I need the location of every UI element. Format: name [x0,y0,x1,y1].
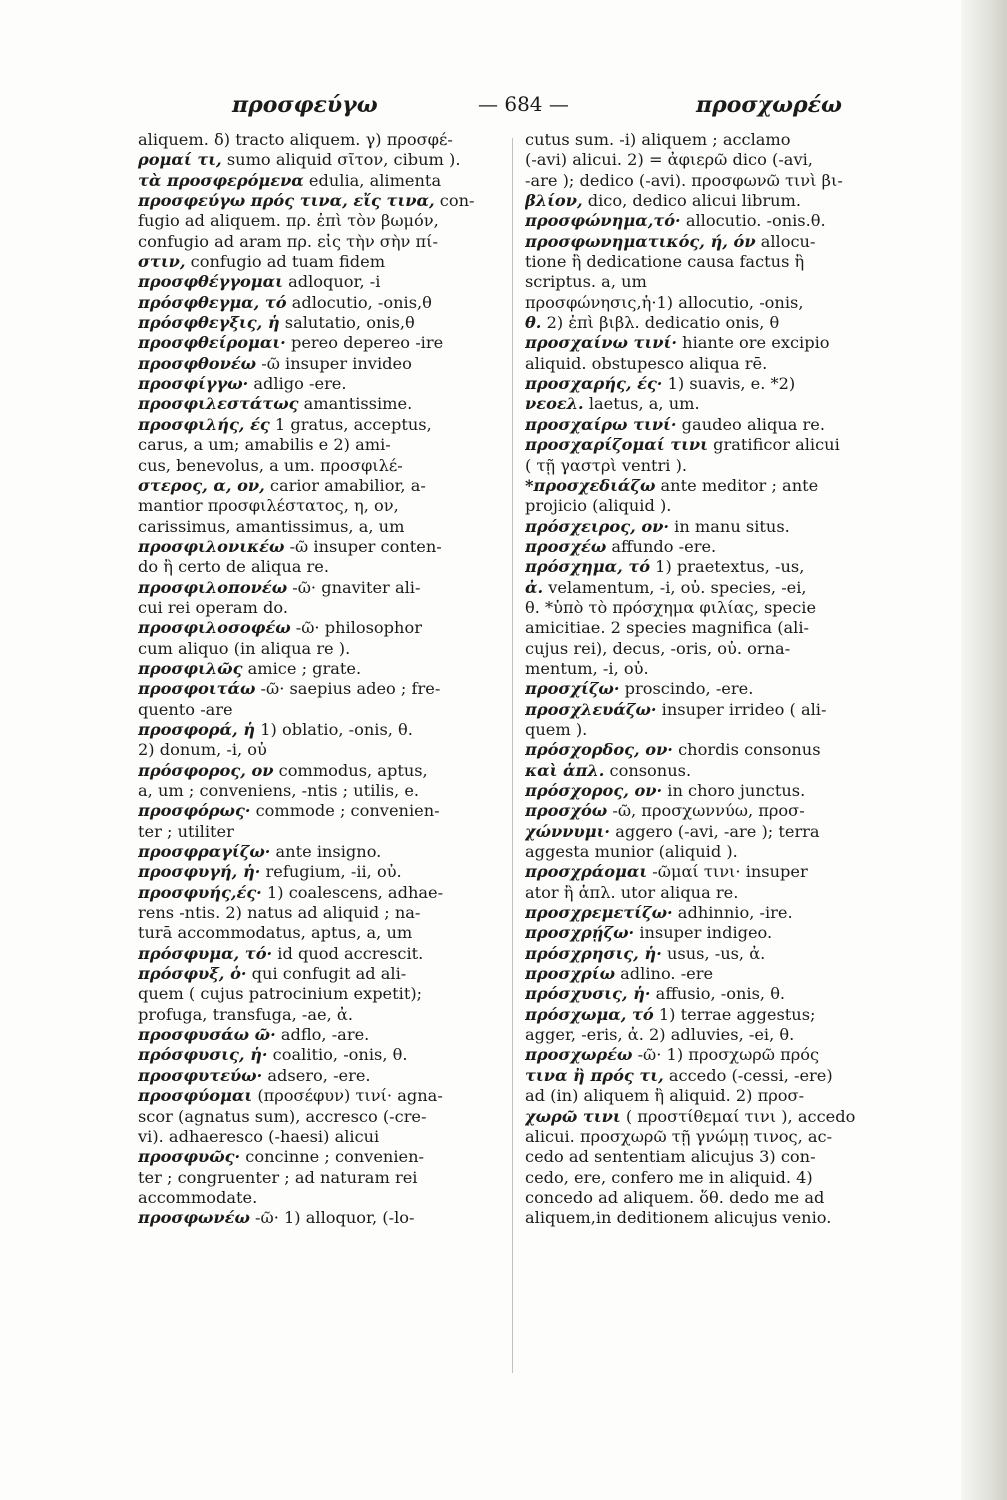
page-edge-shadow [961,0,1007,1500]
definition-text: -ῶ· saepius adeo ; fre- [255,679,441,699]
headword: καὶ ἁπλ. [525,760,605,780]
left-column-line: quento -are [138,699,233,719]
right-column-line [525,394,895,414]
definition-text: in choro junctus. [662,781,806,800]
right-column-line: aliquem,in deditionem alicujus venio. [525,1208,832,1228]
headword: πρόσχημα, τό [525,557,651,577]
headword: προσχίζω· [525,679,620,699]
headword: προσφιλεστάτως [138,394,299,414]
definition-text: adloquor, -i [282,272,381,292]
right-column-line: cedo, ere, confero me in aliquid. 4) [525,1167,813,1187]
definition-text: coalitio, -onis, θ. [267,1045,408,1065]
definition-text: ante insigno. [270,842,382,862]
definition-text: 1 gratus, acceptus, [269,414,432,434]
headword: προσφορά, ἡ [138,719,256,739]
definition-text: adlocutio, -onis,θ [286,292,432,312]
right-column-line [525,964,895,984]
left-column-line: a, um ; conveniens, -ntis ; utilis, e. [138,781,420,800]
right-column [525,130,895,1229]
definition-text: -ῶ· gnaviter ali- [287,577,421,597]
right-column-line: ator ἢ ἁπλ. utor aliqua re. [525,882,739,902]
headword: προσφιλονικέω [138,536,285,556]
definition-text: adligo -ere. [248,374,347,394]
headword: πρόσφυξ, ὁ· [138,964,247,984]
left-column-line [138,1086,504,1106]
headword: θ. [525,313,542,333]
headword: προσχαίνω τινί· [525,333,677,353]
headword: πρόσχωμα, τό [525,1004,654,1024]
definition-text: proscindo, -ere. [619,679,754,699]
definition-text: gratificor alicui [708,435,840,455]
left-column-line: do ἢ certo de aliqua re. [138,557,330,577]
left-column-line [138,1147,504,1167]
definition-text: refugium, -ii, οὐ. [260,862,402,882]
definition-text: in manu situs. [669,516,790,536]
page-number: — 684 — [478,92,569,116]
left-column-line: cus, benevolus, a um. προσφιλέ- [138,455,403,475]
headword: προσχόω [525,801,608,821]
headword: προσφθείρομαι· [138,333,286,353]
right-column-line [525,1107,895,1127]
definition-text: affusio, -onis, θ. [650,984,786,1004]
definition-text: -ῶμαί τινι· insuper [647,862,808,882]
definition-text: ante meditor ; ante [655,475,819,495]
headword: προσχαρής, ές· [525,374,663,394]
right-column-line: agger, -eris, ἀ. 2) adluvies, -ei, θ. [525,1025,795,1045]
left-column-line [138,415,504,435]
headword: προσχέω [525,536,607,556]
right-column-line [525,781,895,801]
definition-text: -ῶ insuper invideo [256,353,412,373]
right-column-line [525,517,895,537]
headword: προσφυτεύω· [138,1065,263,1085]
headword: τινα ἢ πρός τι, [525,1065,664,1085]
right-column-line: mentum, -i, οὐ. [525,658,649,678]
left-column-line [138,191,504,211]
right-column-line [525,1005,895,1025]
definition-text: -ῶ, προσχωννύω, προσ- [607,801,805,821]
definition-text: edulia, alimenta [303,170,442,190]
headword: προσφιλής, ές [138,414,270,434]
headword: προσχρεμετίζω· [525,903,673,923]
headword: προσφεύγω πρός τινα, εἴς τινα, [138,191,435,211]
left-column-line: fugio ad aliquem. πρ. ἐπὶ τὸν βωμόν, [138,211,439,231]
definition-text: 1) suavis, e. *2) [662,374,796,394]
headword: προσφύομαι [138,1086,253,1106]
headword: πρόσχορος, ον· [525,781,663,800]
right-column-line [525,578,895,598]
headword: *προσχεδιάζω [525,475,656,495]
right-column-line [525,1066,895,1086]
definition-text: affundo -ere. [606,536,717,556]
left-column-line [138,720,504,740]
headword: προσφόρως· [138,801,251,821]
right-column-line [525,374,895,394]
right-column-line [525,700,895,720]
headword: χώννυμι· [525,821,611,841]
definition-text: adhinnio, -ire. [672,903,793,923]
headword: στιν, [138,252,186,272]
right-column-line: quem ). [525,719,588,739]
headword: προσχαίρω τινί· [525,414,677,434]
headword: προσχαρίζομαί τινι [525,435,708,455]
headword: προσφιλοπονέω [138,577,288,597]
right-column-line: θ. *ὑπὸ τὸ πρόσχημα φιλίας, specie [525,597,817,617]
definition-text: concinne ; convenien- [240,1147,424,1167]
definition-text: accedo (-cessi, -ere) [663,1065,833,1085]
definition-text: commode ; convenien- [250,801,440,821]
definition-text: confugio ad tuam fidem [185,252,386,272]
right-column-line [525,801,895,821]
definition-text: sumo aliquid σῖτον, cibum ). [221,150,461,170]
right-column-line [525,435,895,455]
headword: νεοελ. [525,394,584,414]
left-column-line: vi). adhaeresco (-haesi) alicui [138,1126,380,1146]
left-column-line: profuga, transfuga, -ae, ἀ. [138,1004,353,1024]
headword: προσχωρέω [525,1045,633,1065]
left-column-line [138,272,504,292]
right-column-line [525,740,895,760]
right-column-line: προσφώνησις,ἡ·1) allocutio, -onis, [525,292,804,312]
left-column-line: turā accommodatus, aptus, a, um [138,923,413,943]
left-column-line [138,394,504,414]
right-column-line: tione ἢ dedicatione causa factus ἢ [525,252,805,272]
definition-text: adlino. -ere [615,964,714,984]
right-column-line [525,679,895,699]
definition-text: allocutio. -onis.θ. [680,211,826,231]
definition-text: allocu- [755,231,816,251]
definition-text: 2) ἐπὶ βιβλ. dedicatio onis, θ [541,313,780,333]
left-column-line: rens -ntis. 2) natus ad aliquid ; na- [138,903,421,923]
right-column-line [525,822,895,842]
headword: προσχρῄζω· [525,923,635,943]
left-column-line [138,1025,504,1045]
definition-text: -ῶ· 1) προσχωρῶ πρός [632,1045,820,1065]
headword: προσφυγή, ἡ· [138,862,261,882]
headword: προσφίγγω· [138,374,249,394]
headword: προσφωνηματικός, ή, όν [525,231,756,251]
right-column-line: amicitiae. 2 species magnifica (ali- [525,618,810,638]
headword: προσφοιτάω [138,679,256,699]
headword: προσφιλῶς [138,658,243,678]
left-column-line: confugio ad aram πρ. εἰς τὴν σὴν πί- [138,231,438,251]
headword: προσχρίω [525,964,616,984]
headword: χωρῶ τινι [525,1106,621,1126]
right-column-line: (-avi) alicui. 2) = ἀφιερῶ dico (-avi, [525,150,813,170]
left-column-line [138,842,504,862]
definition-text: laetus, a, um. [583,394,700,414]
definition-text: velamentum, -i, οὐ. species, -ei, [543,577,807,597]
right-column-line: ( τῇ γαστρὶ ventri ). [525,455,688,475]
left-column-line [138,964,504,984]
definition-text: 1) praetextus, -us, [650,557,805,577]
left-column-line: ter ; congruenter ; ad naturam rei [138,1167,418,1187]
left-column-line [138,1045,504,1065]
headword: προσφώνημα,τό· [525,211,681,231]
right-column-line [525,944,895,964]
right-column-line: cedo ad sententiam alicujus 3) con- [525,1147,816,1167]
right-column-line: scriptus. a, um [525,272,647,292]
left-column-line [138,944,504,964]
headword: προσφραγίζω· [138,842,271,862]
left-column [138,130,504,1229]
right-column-line [525,903,895,923]
headword: προσχλευάζω· [525,699,657,719]
headword: πρόσχορδος, ον· [525,740,673,760]
right-column-line [525,862,895,882]
headword: πρόσφορος, ον [138,760,274,780]
headword: πρόσφυσις, ἡ· [138,1045,268,1065]
left-column-line [138,862,504,882]
left-column-line [138,150,504,170]
definition-text: insuper indigeo. [634,923,773,943]
headword: προσφυσάω ῶ· [138,1025,276,1045]
right-column-line [525,923,895,943]
left-column-line [138,537,504,557]
headword: στερος, α, ον, [138,475,265,495]
headword: πρόσφθεγμα, τό [138,292,287,312]
headword: προσφθονέω [138,353,257,373]
definition-text: -ῶ· 1) alloquor, (-lo- [249,1208,415,1228]
definition-text: -ῶ· philosophor [290,618,422,638]
left-column-line [138,354,504,374]
left-column-line: ter ; utiliter [138,821,234,841]
definition-text: aggero (-avi, -are ); terra [610,821,820,841]
definition-text: commodus, aptus, [273,760,428,780]
left-column-line [138,578,504,598]
left-column-line: 2) donum, -i, οὐ [138,740,267,760]
right-column-line [525,984,895,1004]
right-column-line: -are ); dedico (-avi). προσφωνῶ τινὶ βι- [525,170,843,190]
left-column-line [138,761,504,781]
right-column-line: aggesta munior (aliquid ). [525,842,738,862]
right-column-line [525,211,895,231]
right-column-line [525,415,895,435]
right-column-line: cutus sum. -i) aliquem ; acclamo [525,130,791,149]
definition-text: ( προστίθεμαί τινι ), accedo [620,1106,856,1126]
definition-text: hiante ore excipio [677,333,830,353]
left-column-line [138,171,504,191]
definition-text: pereo depereo -ire [285,333,444,353]
definition-text: adflo, -are. [275,1025,370,1045]
definition-text: 1) coalescens, adhae- [261,882,444,902]
right-column-line: alicui. προσχωρῶ τῇ γνώμῃ τινος, ac- [525,1126,833,1146]
headword: προσχράομαι [525,862,648,882]
headword: προσφιλοσοφέω [138,618,291,638]
definition-text: (προσέφυν) τινί· agna- [252,1086,443,1106]
right-column-line [525,761,895,781]
right-column-line [525,333,895,353]
right-column-line [525,1045,895,1065]
definition-text: 1) terrae aggestus; [653,1004,816,1024]
left-column-line [138,659,504,679]
headword: τὰ προσφερόμενα [138,170,304,190]
definition-text: chordis consonus [672,740,821,760]
left-column-line: cui rei operam do. [138,597,288,617]
definition-text: adsero, -ere. [262,1065,371,1085]
definition-text: amantissime. [298,394,413,414]
left-column-line [138,801,504,821]
right-column-line [525,232,895,252]
header-left-guideword: προσφεύγω [232,92,378,118]
definition-text: consonus. [604,760,692,780]
left-column-line [138,374,504,394]
definition-text: usus, -us, ἀ. [661,943,766,963]
definition-text: con- [434,191,475,211]
headword: ἀ. [525,577,544,597]
definition-text: salutatio, onis,θ [279,313,415,333]
definition-text: -ῶ insuper conten- [284,536,442,556]
headword: πρόσχυσις, ἡ· [525,984,651,1004]
headword: προσφωνέω [138,1208,250,1228]
left-column-line [138,313,504,333]
right-column-line: projicio (aliquid ). [525,496,672,516]
left-column-line: carus, a um; amabilis e 2) ami- [138,435,391,455]
definition-text: amice ; grate. [242,658,362,678]
left-column-line [138,476,504,496]
left-column-line [138,293,504,313]
definition-text: dico, dedico alicui librum. [582,191,802,211]
headword: πρόσφθεγξις, ἡ [138,313,280,333]
left-column-line [138,1066,504,1086]
right-column-line [525,537,895,557]
left-column-line [138,679,504,699]
left-column-line [138,252,504,272]
right-column-line: ad (in) aliquem ἢ aliquid. 2) προσ- [525,1086,805,1106]
left-column-line [138,883,504,903]
left-column-line: carissimus, amantissimus, a, um [138,516,405,536]
headword: ρομαί τι, [138,150,222,170]
headword: βλίον, [525,191,583,211]
definition-text: id quod accrescit. [272,943,424,963]
definition-text: gaudeo aliqua re. [676,414,826,434]
left-column-line: quem ( cujus patrocinium expetit); [138,984,423,1004]
right-column-line [525,313,895,333]
left-column-line [138,333,504,353]
headword: προσφυῶς· [138,1147,241,1167]
left-column-line: cum aliquo (in aliqua re ). [138,638,351,658]
left-column-line: accommodate. [138,1187,258,1207]
right-column-line [525,557,895,577]
right-column-line: cujus rei), decus, -oris, οὐ. orna- [525,638,791,658]
column-divider [512,138,513,1373]
left-column-line: mantior προσφιλέστατος, η, ον, [138,496,399,516]
definition-text: carior amabilior, a- [264,475,426,495]
page-header [0,92,1007,122]
definition-text: qui confugit ad ali- [246,964,407,984]
left-column-line: aliquem. δ) tracto aliquem. γ) προσφέ- [138,130,453,149]
headword: προσφθέγγομαι [138,272,283,292]
definition-text: insuper irrideo ( ali- [656,699,827,719]
header-right-guideword: προσχωρέω [696,92,842,118]
headword: πρόσχρησις, ἡ· [525,943,662,963]
definition-text: 1) oblatio, -onis, θ. [255,719,413,739]
left-column-line [138,1208,504,1228]
right-column-line: aliquid. obstupesco aliqua rē. [525,353,768,373]
headword: πρόσχειρος, ον· [525,516,670,536]
headword: πρόσφυμα, τό· [138,943,273,963]
right-column-line: concedo ad aliquem. ὅθ. dedo me ad [525,1187,825,1207]
headword: προσφυής,ές· [138,882,262,902]
left-column-line: scor (agnatus sum), accresco (-cre- [138,1106,427,1126]
right-column-line [525,191,895,211]
right-column-line [525,476,895,496]
left-column-line [138,618,504,638]
